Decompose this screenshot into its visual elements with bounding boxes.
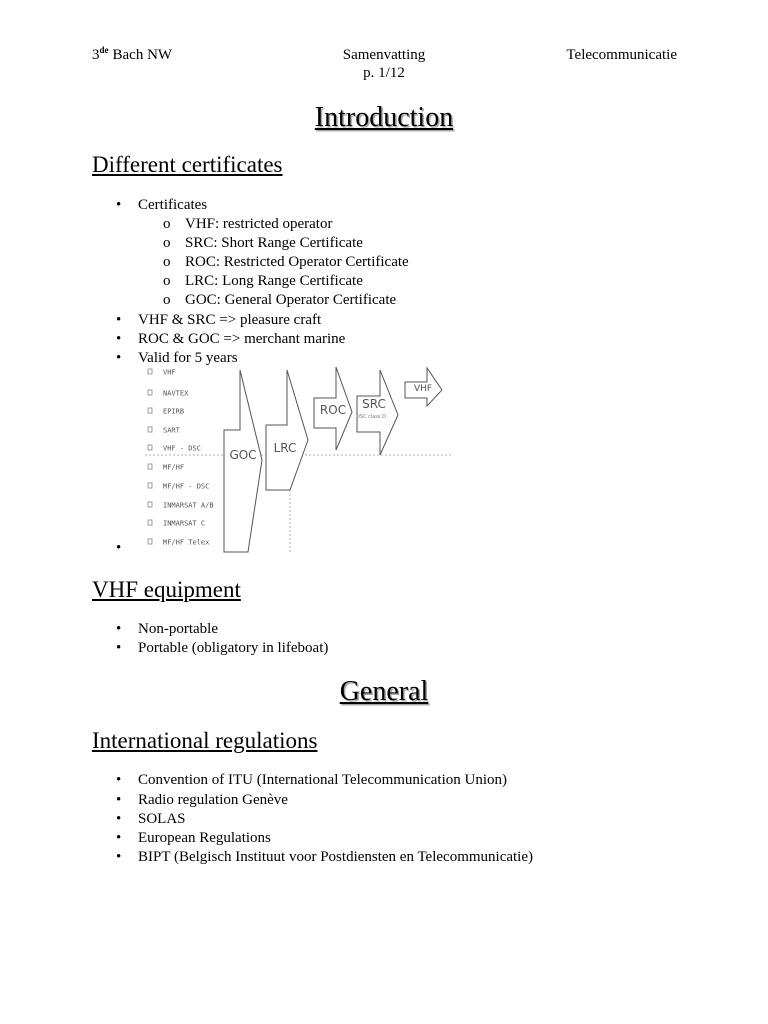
equipment-label: EPIRB (163, 407, 185, 416)
header-right-title: Telecommunicatie (566, 47, 677, 63)
page-number: p. 1/12 (363, 65, 405, 81)
checkbox-icon (148, 502, 152, 507)
sub-list-item (163, 272, 363, 291)
list-item-text: Non-portable (138, 621, 218, 637)
bullet-marker: • (116, 331, 122, 347)
vhf-arrow-label: VHF (413, 384, 433, 394)
sub-bullet-marker: o (163, 216, 171, 232)
sub-list-item (163, 253, 409, 272)
list-item (116, 330, 345, 349)
src-arrow (357, 370, 398, 455)
equipment-label: INMARSAT A/B (163, 501, 214, 510)
title-general: General (339, 676, 429, 707)
src-arrow-label: SRC (362, 397, 386, 411)
class-superscript: de (99, 45, 109, 55)
bullet-marker: • (116, 540, 122, 556)
bullet-marker: • (116, 640, 122, 656)
list-item (116, 829, 271, 848)
sub-bullet-marker: o (163, 292, 171, 308)
sub-list-item-text: LRC: Long Range Certificate (185, 273, 363, 289)
list-item (116, 848, 533, 867)
sub-list-item-text: SRC: Short Range Certificate (185, 235, 363, 251)
sub-bullet-marker: o (163, 254, 171, 270)
equipment-label: NAVTEX (163, 389, 189, 398)
list-item-text: Convention of ITU (International Telecommunication Union) (138, 772, 507, 788)
list-item-text: Certificates (138, 197, 208, 213)
list-item-text: Valid for 5 years (138, 350, 238, 366)
roc-arrow-label: ROC (319, 403, 347, 417)
header-center-title: Samenvatting (342, 47, 426, 63)
checkbox-icon (148, 539, 152, 544)
checkbox-icon (148, 408, 152, 413)
lrc-arrow-label: LRC (273, 441, 297, 455)
equipment-label: VHF (163, 368, 176, 377)
class-name: Bach NW (112, 47, 173, 63)
list-item (116, 311, 321, 330)
lrc-arrow (266, 370, 308, 490)
sub-bullet-marker: o (163, 273, 171, 289)
bullet-marker: • (116, 772, 122, 788)
bullet-marker: • (116, 197, 122, 213)
list-item (116, 810, 186, 829)
list-item-text: Portable (obligatory in lifeboat) (138, 640, 329, 656)
list-item-text: Radio regulation Genève (138, 792, 288, 808)
equipment-label: MF/HF Telex (163, 538, 210, 547)
bullet-marker: • (116, 312, 122, 328)
bullet-marker: • (116, 792, 122, 808)
sub-list-item (163, 234, 363, 253)
list-item-text: SOLAS (138, 811, 186, 827)
list-item-text: VHF & SRC => pleasure craft (138, 312, 322, 328)
sub-list-item-text: GOC: General Operator Certificate (185, 292, 397, 308)
equipment-label: SART (163, 426, 180, 435)
list-item-text: ROC & GOC => merchant marine (138, 331, 346, 347)
sub-list-item (163, 215, 332, 234)
title-introduction: Introduction (314, 102, 454, 133)
bullet-marker: • (116, 830, 122, 846)
bullet-marker: • (116, 849, 122, 865)
checkbox-icon (148, 369, 152, 374)
list-item (116, 791, 288, 810)
equipment-label: MF/HF (163, 463, 185, 472)
equipment-label: MF/HF - DSC (163, 482, 210, 491)
list-item (116, 196, 207, 215)
certificates-diagram (145, 366, 455, 554)
list-item (116, 620, 218, 639)
checkbox-icon (148, 445, 152, 450)
checkbox-icon (148, 464, 152, 469)
bullet-marker: • (116, 621, 122, 637)
sub-list-item-text: VHF: restricted operator (185, 216, 333, 232)
checkbox-icon (148, 390, 152, 395)
sub-list-item-text: ROC: Restricted Operator Certificate (185, 254, 409, 270)
src-note: DSC class D (356, 414, 386, 420)
checkbox-icon (148, 427, 152, 432)
equipment-list (148, 369, 214, 547)
equipment-label: INMARSAT C (163, 519, 206, 528)
heading-vhf-equipment: VHF equipment (92, 577, 241, 602)
sub-bullet-marker: o (163, 235, 171, 251)
class-number: 3 (92, 47, 100, 63)
goc-arrow-label: GOC (229, 448, 257, 462)
list-item (116, 639, 328, 658)
list-item-text: BIPT (Belgisch Instituut voor Postdiensten en Telecommunicatie) (138, 849, 534, 865)
list-item-diagram (116, 539, 138, 558)
list-item-text: European Regulations (138, 830, 271, 846)
checkbox-icon (148, 483, 152, 488)
bullet-marker: • (116, 350, 122, 366)
bullet-marker: • (116, 811, 122, 827)
list-item (116, 771, 507, 790)
sub-list-item (163, 291, 396, 310)
heading-different-certificates: Different certificates (92, 152, 283, 177)
equipment-label: VHF - DSC (163, 444, 201, 453)
heading-international-regulations: International regulations (92, 728, 318, 753)
checkbox-icon (148, 520, 152, 525)
